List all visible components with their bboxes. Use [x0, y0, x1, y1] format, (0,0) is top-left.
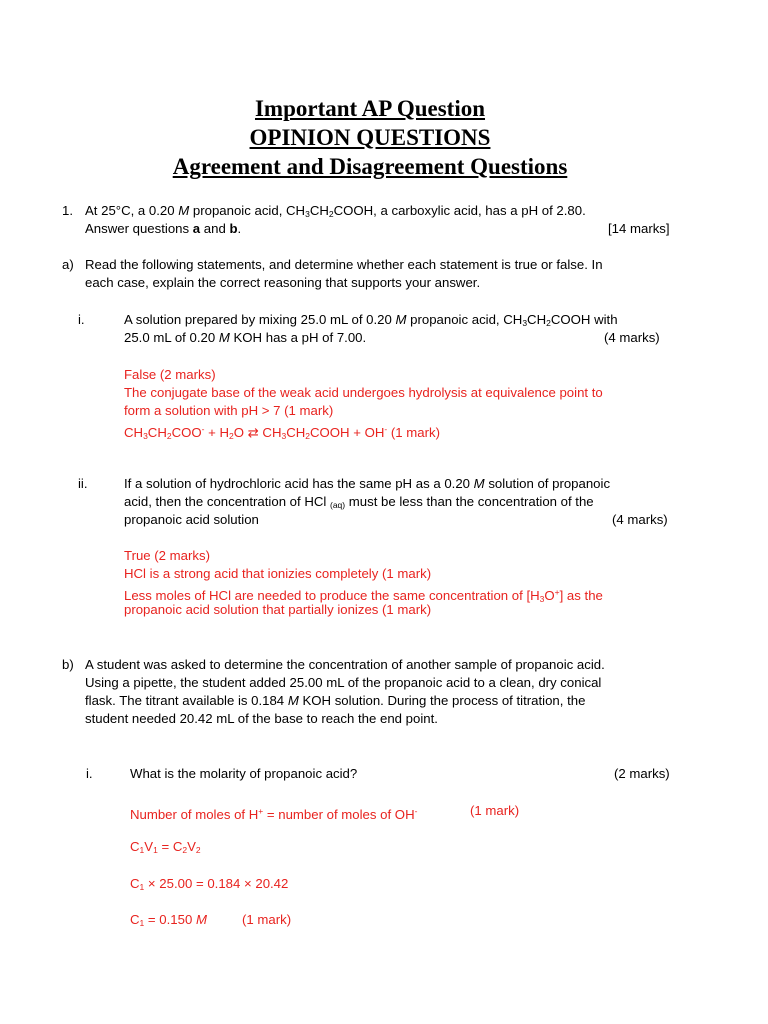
part-b-i-marks: (2 marks) [614, 766, 670, 781]
answer-a-i-verdict: False (2 marks) [124, 367, 216, 382]
answer-a-i-reason-1: The conjugate base of the weak acid undergoes hydrolysis at equivalence point to [124, 385, 603, 400]
answer-b-i-step-1-mark: (1 mark) [470, 803, 520, 818]
part-b-i-question: What is the molarity of propanoic acid? [130, 766, 358, 781]
section-title: OPINION QUESTIONS [249, 125, 491, 150]
part-a-ii-marks: (4 marks) [612, 512, 668, 527]
question-number: 1. [62, 203, 73, 218]
answer-a-i-reason-2: form a solution with pH > 7 (1 mark) [124, 403, 334, 418]
answer-a-ii-reason-2: Less moles of HCl are needed to produce the same concentration of $[H_3O^+]$ as the [124, 587, 603, 604]
part-a-i-label: i. [78, 312, 85, 327]
answer-b-i-step-1: Number of moles of H+ = number of moles of OH- [130, 806, 418, 822]
part-b-label: b) [62, 657, 74, 672]
question-1-line-1: At 25°C, a 0.20 M propanoic acid, $CH_3CH_2COOH$, a carboxylic acid, has a pH of 2.80. [85, 203, 586, 219]
question-1-line-2: Answer questions a and b. [85, 221, 242, 236]
part-a-line-2: each case, explain the correct reasoning that supports your answer. [85, 275, 481, 290]
answer-b-i-step-2: $C_1V_1 = C_2V_2$ [130, 839, 201, 855]
part-b-line-4: student needed 20.42 mL of the base to reach the end point. [85, 711, 438, 726]
document-title: Important AP Question [254, 96, 486, 121]
part-a-line-1: Read the following statements, and determine whether each statement is true or false. In [85, 257, 603, 272]
part-b-line-3: flask. The titrant available is 0.184 M KOH solution. During the process of titration, the [85, 693, 586, 708]
part-a-ii-label: ii. [78, 476, 88, 491]
section-subtitle: Agreement and Disagreement Questions [172, 154, 568, 179]
part-a-ii-line-2: acid, then the concentration of HCl $_{(aq)}$ must be less than the concentration of the [124, 494, 594, 510]
part-a-i-line-1: A solution prepared by mixing 25.0 mL of 0.20 M propanoic acid, $CH_3CH_2COOH$ with [124, 312, 618, 328]
answer-a-ii-reason-3: propanoic acid solution that partially ionizes (1 mark) [124, 602, 432, 617]
part-a-i-line-2: 25.0 mL of 0.20 M KOH has a pH of 7.00. [124, 330, 367, 345]
answer-b-i-step-4-mark: (1 mark) [242, 912, 292, 927]
part-a-ii-line-1: If a solution of hydrochloric acid has the same pH as a 0.20 M solution of propanoic [124, 476, 611, 491]
question-1-marks: [14 marks] [608, 221, 670, 236]
part-b-line-1: A student was asked to determine the concentration of another sample of propanoic acid. [85, 657, 605, 672]
answer-b-i-step-4: $C_1 = 0.150$ M [130, 912, 207, 928]
answer-a-ii-verdict: True (2 marks) [124, 548, 210, 563]
part-a-label: a) [62, 257, 74, 272]
part-a-i-marks: (4 marks) [604, 330, 660, 345]
part-a-ii-line-3: propanoic acid solution [124, 512, 259, 527]
answer-a-ii-reason-1: HCl is a strong acid that ionizies completely (1 mark) [124, 566, 432, 581]
part-b-i-label: i. [86, 766, 93, 781]
answer-a-i-equation: $CH_3CH_2COO^- + H_2O$ ⇄ $CH_3CH_2COOH + OH^-$ (1 mark) [124, 424, 440, 441]
part-b-line-2: Using a pipette, the student added 25.00 mL of the propanoic acid to a clean, dry conical [85, 675, 602, 690]
answer-b-i-step-3: $C_1 \times 25.00 = 0.184 \times 20.42$ [130, 876, 289, 892]
